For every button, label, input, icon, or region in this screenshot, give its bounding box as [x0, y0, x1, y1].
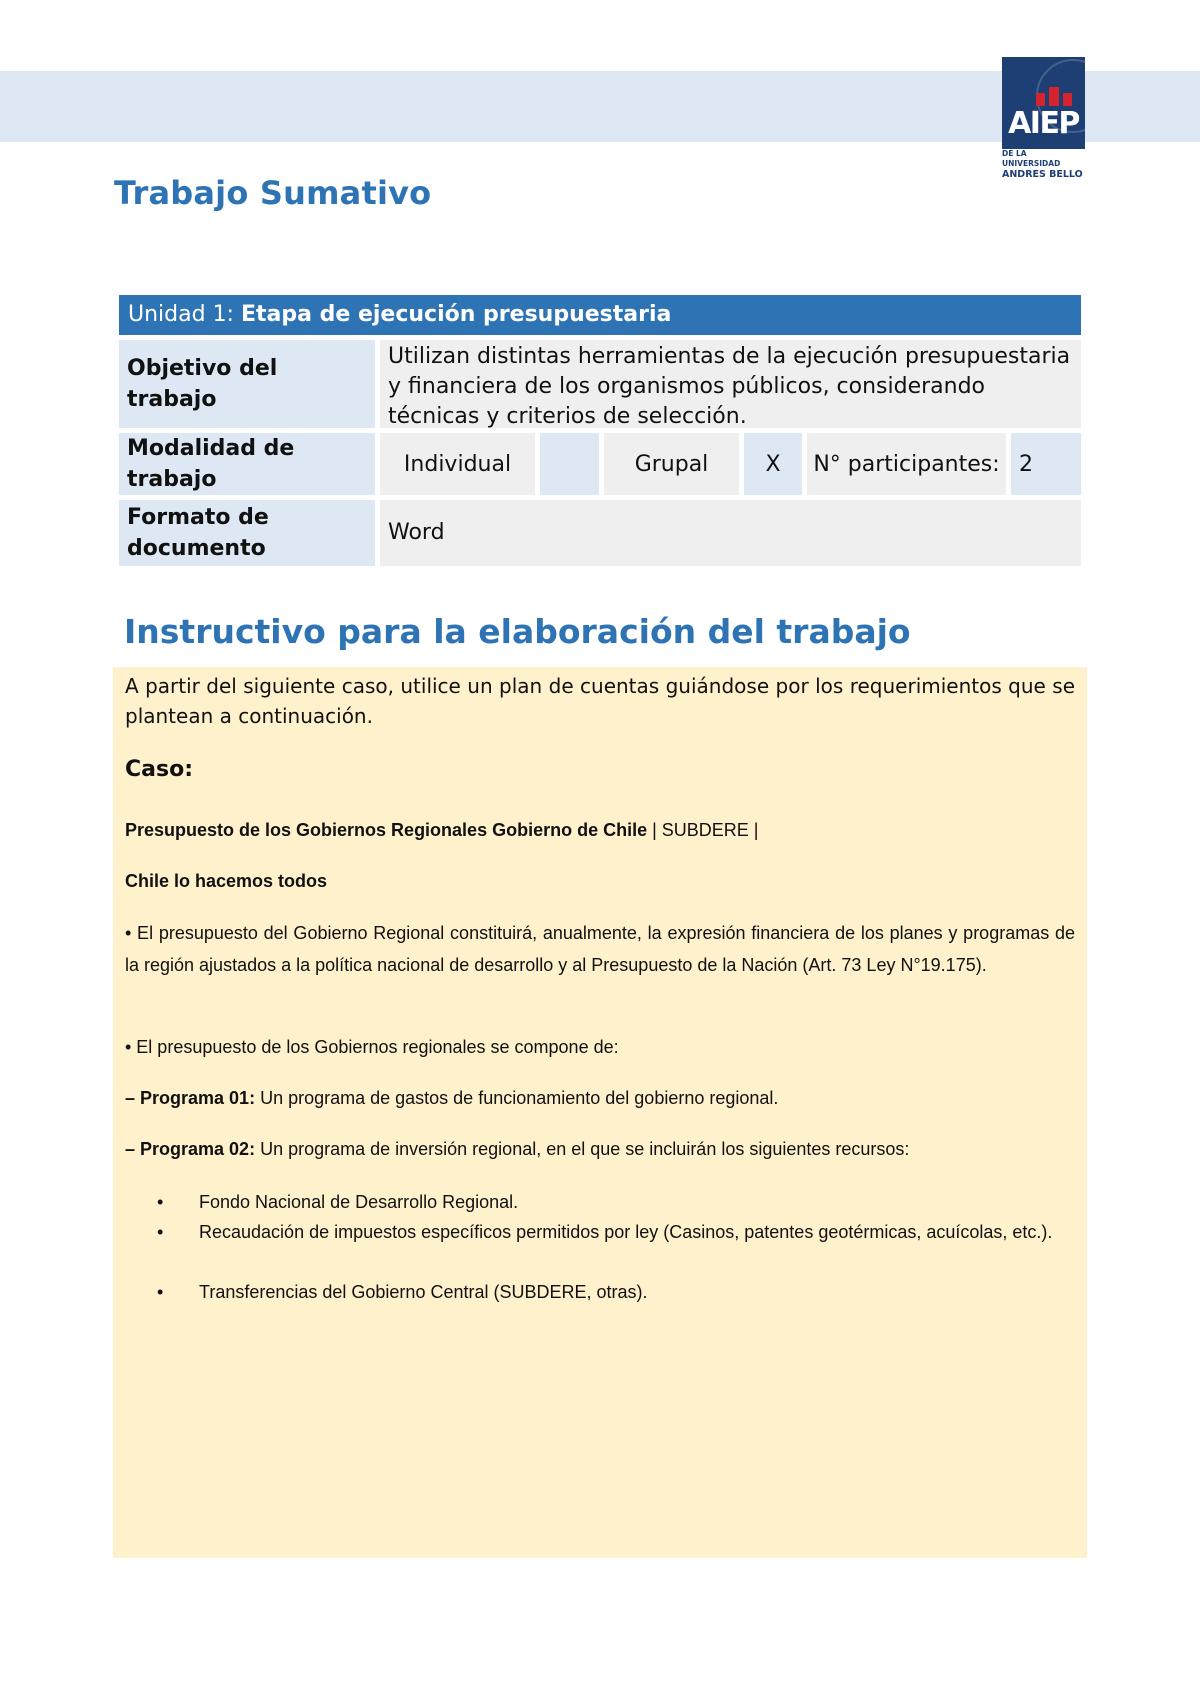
- unit-prefix: Unidad 1:: [128, 302, 241, 327]
- case-source: Presupuesto de los Gobiernos Regionales Gobierno de Chile | SUBDERE |: [125, 820, 759, 840]
- unit-header: [119, 295, 1081, 335]
- budget-paragraph-1: • El presupuesto del Gobierno Regional constituirá, anualmente, la expresión financiera de los planes y programas de la región ajustados a la política nacional de desarrollo y al Presupuesto de la Nación (Art. 73 Ley N°19.175).: [125, 923, 1075, 975]
- format-value: Word: [380, 500, 1081, 566]
- caso-label: Caso:: [125, 757, 193, 782]
- participants-label: N° participantes:: [807, 433, 1006, 495]
- resource-item: • Transferencias del Gobierno Central (SUBDERE, otras).: [157, 1282, 648, 1302]
- budget-paragraph-2: • El presupuesto de los Gobiernos regionales se compone de:: [125, 1037, 619, 1057]
- resource-item: • Recaudación de impuestos específicos permitidos por ley (Casinos, patentes geotérmicas, acuícolas, etc.).: [157, 1222, 1053, 1242]
- objective-value: Utilizan distintas herramientas de la ejecución presupuestaria y financiera de los organismos públicos, considerando técnicas y criterios de selección.: [380, 340, 1081, 428]
- resource-item: • Fondo Nacional de Desarrollo Regional.: [157, 1192, 519, 1212]
- instructions-title: Instructivo para la elaboración del trabajo: [124, 612, 911, 651]
- case-slogan: Chile lo hacemos todos: [125, 871, 328, 891]
- aiep-logo: [1002, 57, 1085, 180]
- participants-value: 2: [1011, 433, 1081, 495]
- individual-mark: [540, 433, 599, 495]
- instructions-intro: A partir del siguiente caso, utilice un plan de cuentas guiándose por los requerimientos que se plantean a continuación.: [125, 674, 1075, 728]
- logo-subtitle: DE LA UNIVERSIDAD ANDRES BELLO: [1002, 149, 1083, 180]
- instructions-box: [113, 667, 1087, 1558]
- format-label: Formato de documento: [119, 500, 375, 566]
- modality-label: Modalidad de trabajo: [119, 433, 375, 495]
- logo-mark: [1002, 57, 1085, 149]
- unit-name: Etapa de ejecución presupuestaria: [240, 302, 672, 327]
- logo-text: AIEP: [1008, 106, 1079, 141]
- program-01: – Programa 01: Un programa de gastos de funcionamiento del gobierno regional.: [125, 1088, 779, 1108]
- grupal-mark: X: [744, 433, 802, 495]
- option-grupal: Grupal: [604, 433, 739, 495]
- document-title: Trabajo Sumativo: [114, 174, 432, 212]
- program-02: – Programa 02: Un programa de inversión regional, en el que se incluirán los siguientes recursos:: [125, 1139, 910, 1159]
- objective-label: Objetivo del trabajo: [119, 340, 375, 428]
- option-individual: Individual: [380, 433, 535, 495]
